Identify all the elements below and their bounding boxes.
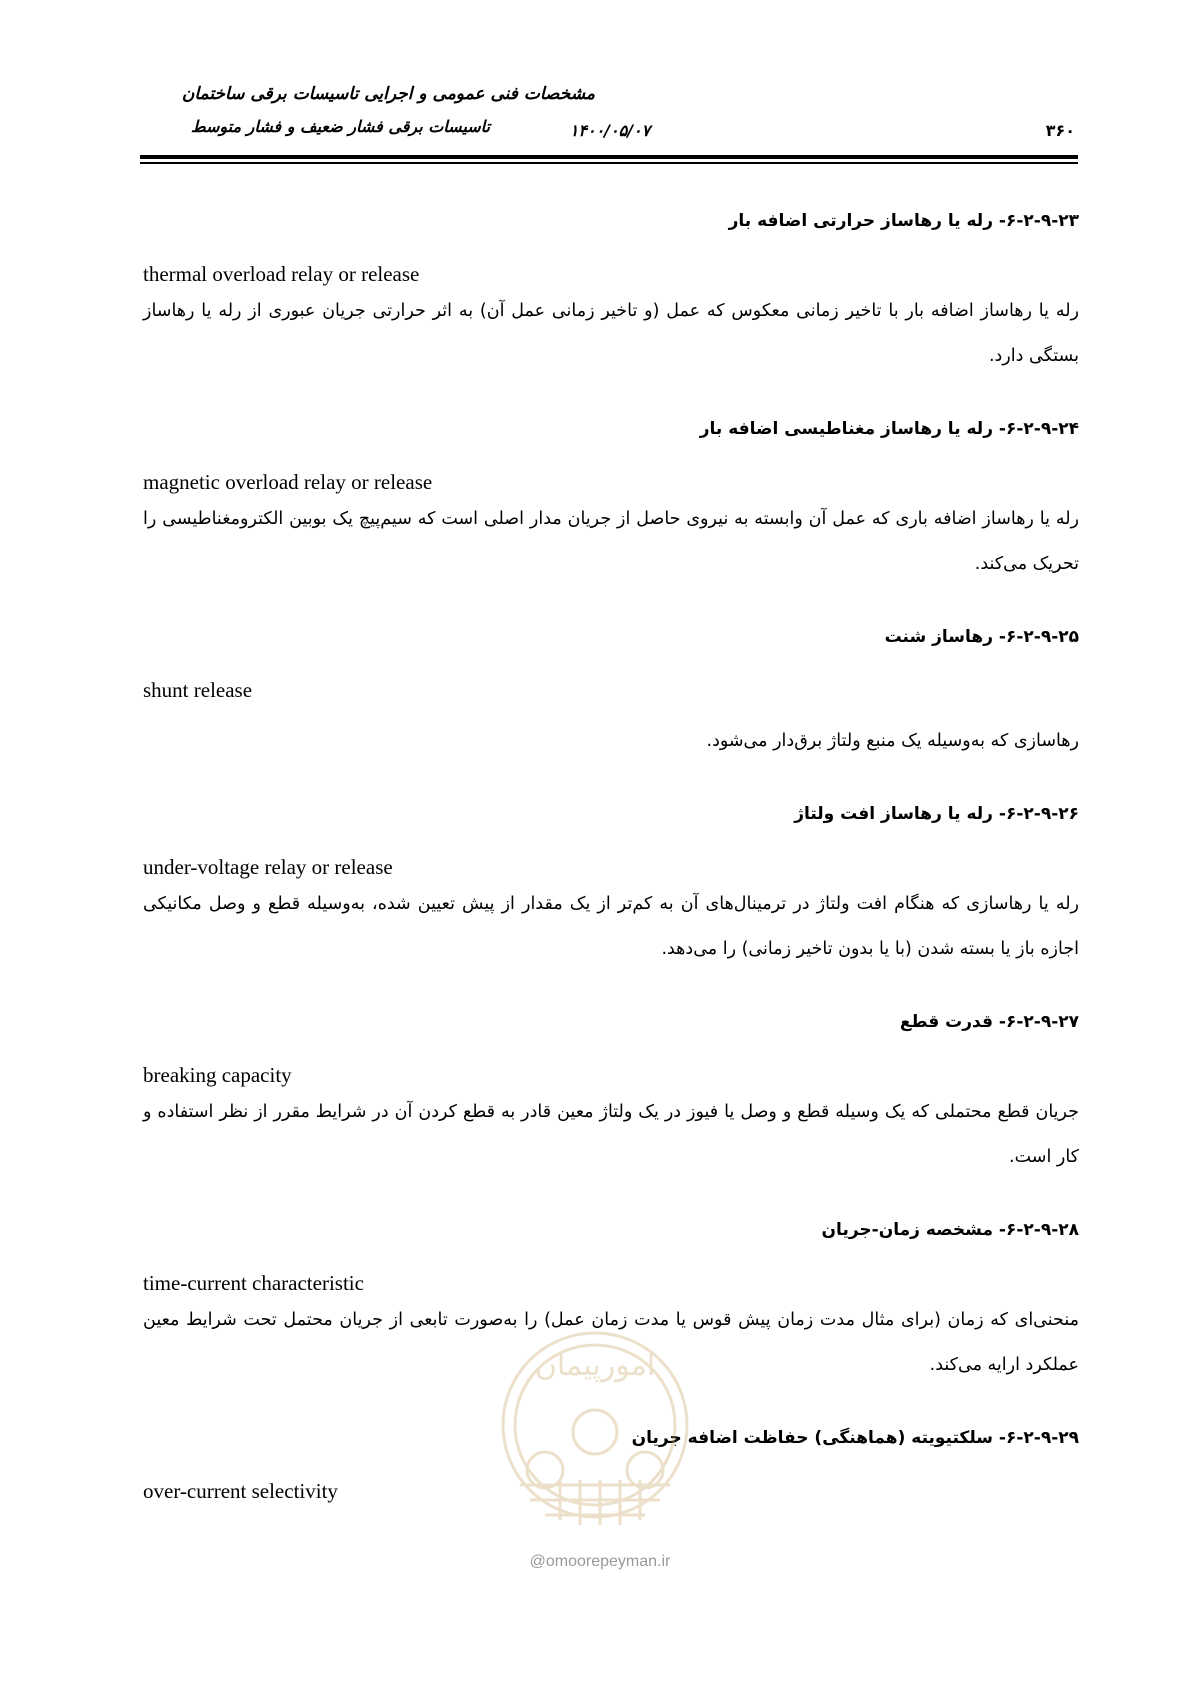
header-date: ۱۴۰۰/۰۵/۰۷ (569, 121, 651, 140)
main-content (143, 205, 1079, 1506)
watermark-site: @omoorepeyman.ir (529, 1553, 671, 1570)
section-heading: ۶-۲-۹-۲۵- رهاساز شنت (884, 627, 1079, 647)
watermark-logo (490, 1320, 700, 1580)
section-26 (143, 798, 1079, 972)
section-body: رله یا رهاساز اضافه بار با تاخیر زمانی معکوس که عمل (و تاخیر زمانی عمل آن) به اثر حرارتی جریان عبوری از رله یا رهاساز بستگی دارد. (143, 301, 1079, 366)
section-24 (143, 413, 1079, 587)
section-heading: ۶-۲-۹-۲۹- سلکتیویته (هماهنگی) حفاظت اضافه جریان (631, 1428, 1079, 1448)
section-body: جریان قطع محتملی که یک وسیله قطع و وصل یا فیوز در یک ولتاژ معین قادر به قطع کردن آن در شرایط مقرر از نظر استفاده و کار است. (143, 1102, 1079, 1167)
section-english-term: time-current characteristic (143, 1271, 364, 1295)
section-23 (143, 205, 1079, 379)
section-heading: ۶-۲-۹-۲۶- رله یا رهاساز افت ولتاژ (794, 804, 1079, 824)
section-english-term: breaking capacity (143, 1063, 292, 1087)
section-27 (143, 1006, 1079, 1180)
header-title: مشخصات فنی عمومی و اجرایی تاسیسات برقی ساختمان (181, 84, 595, 104)
section-heading: ۶-۲-۹-۲۳- رله یا رهاساز حرارتی اضافه بار (728, 211, 1079, 231)
section-english-term: under-voltage relay or release (143, 855, 393, 879)
page-number: ۳۶۰ (1045, 121, 1075, 140)
section-heading: ۶-۲-۹-۲۴- رله یا رهاساز مغناطیسی اضافه بار (699, 419, 1079, 439)
section-english-term: thermal overload relay or release (143, 262, 420, 286)
section-heading: ۶-۲-۹-۲۷- قدرت قطع (899, 1012, 1079, 1032)
watermark-logo-text: امورپیمان (534, 1348, 656, 1383)
header-rule-thick (140, 155, 1078, 159)
section-heading: ۶-۲-۹-۲۸- مشخصه زمان-جریان (821, 1220, 1079, 1240)
section-english-term: over-current selectivity (143, 1479, 338, 1503)
section-body: رهاسازی که به‌وسیله یک منبع ولتاژ برق‌دار می‌شود. (706, 731, 1079, 751)
header-rule-thin (140, 162, 1078, 164)
section-body: رله یا رهاساز اضافه باری که عمل آن وابسته به نیروی حاصل از جریان مدار اصلی است که سیم‌پیچ یک بوبین الکترومغناطیسی را تحریک می‌کند. (143, 509, 1079, 574)
section-english-term: magnetic overload relay or release (143, 470, 433, 494)
section-english-term: shunt release (143, 678, 253, 702)
header-subtitle: تاسیسات برقی فشار ضعیف و فشار متوسط (190, 117, 490, 136)
section-body: منحنی‌ای که زمان (برای مثال مدت زمان پیش قوس یا مدت زمان عمل) را به‌صورت تابعی از جریان محتمل تحت شرایط معین عملکرد ارایه می‌کند. (143, 1310, 1079, 1375)
section-body: رله یا رهاسازی که هنگام افت ولتاژ در ترمینال‌های آن به کم‌تر از یک مقدار از پیش تعیین شده، به‌وسیله قطع و وصل مکانیکی اجازه باز یا بسته شدن (با یا بدون تاخیر زمانی) را می‌دهد. (143, 894, 1079, 959)
section-25 (143, 621, 1079, 764)
